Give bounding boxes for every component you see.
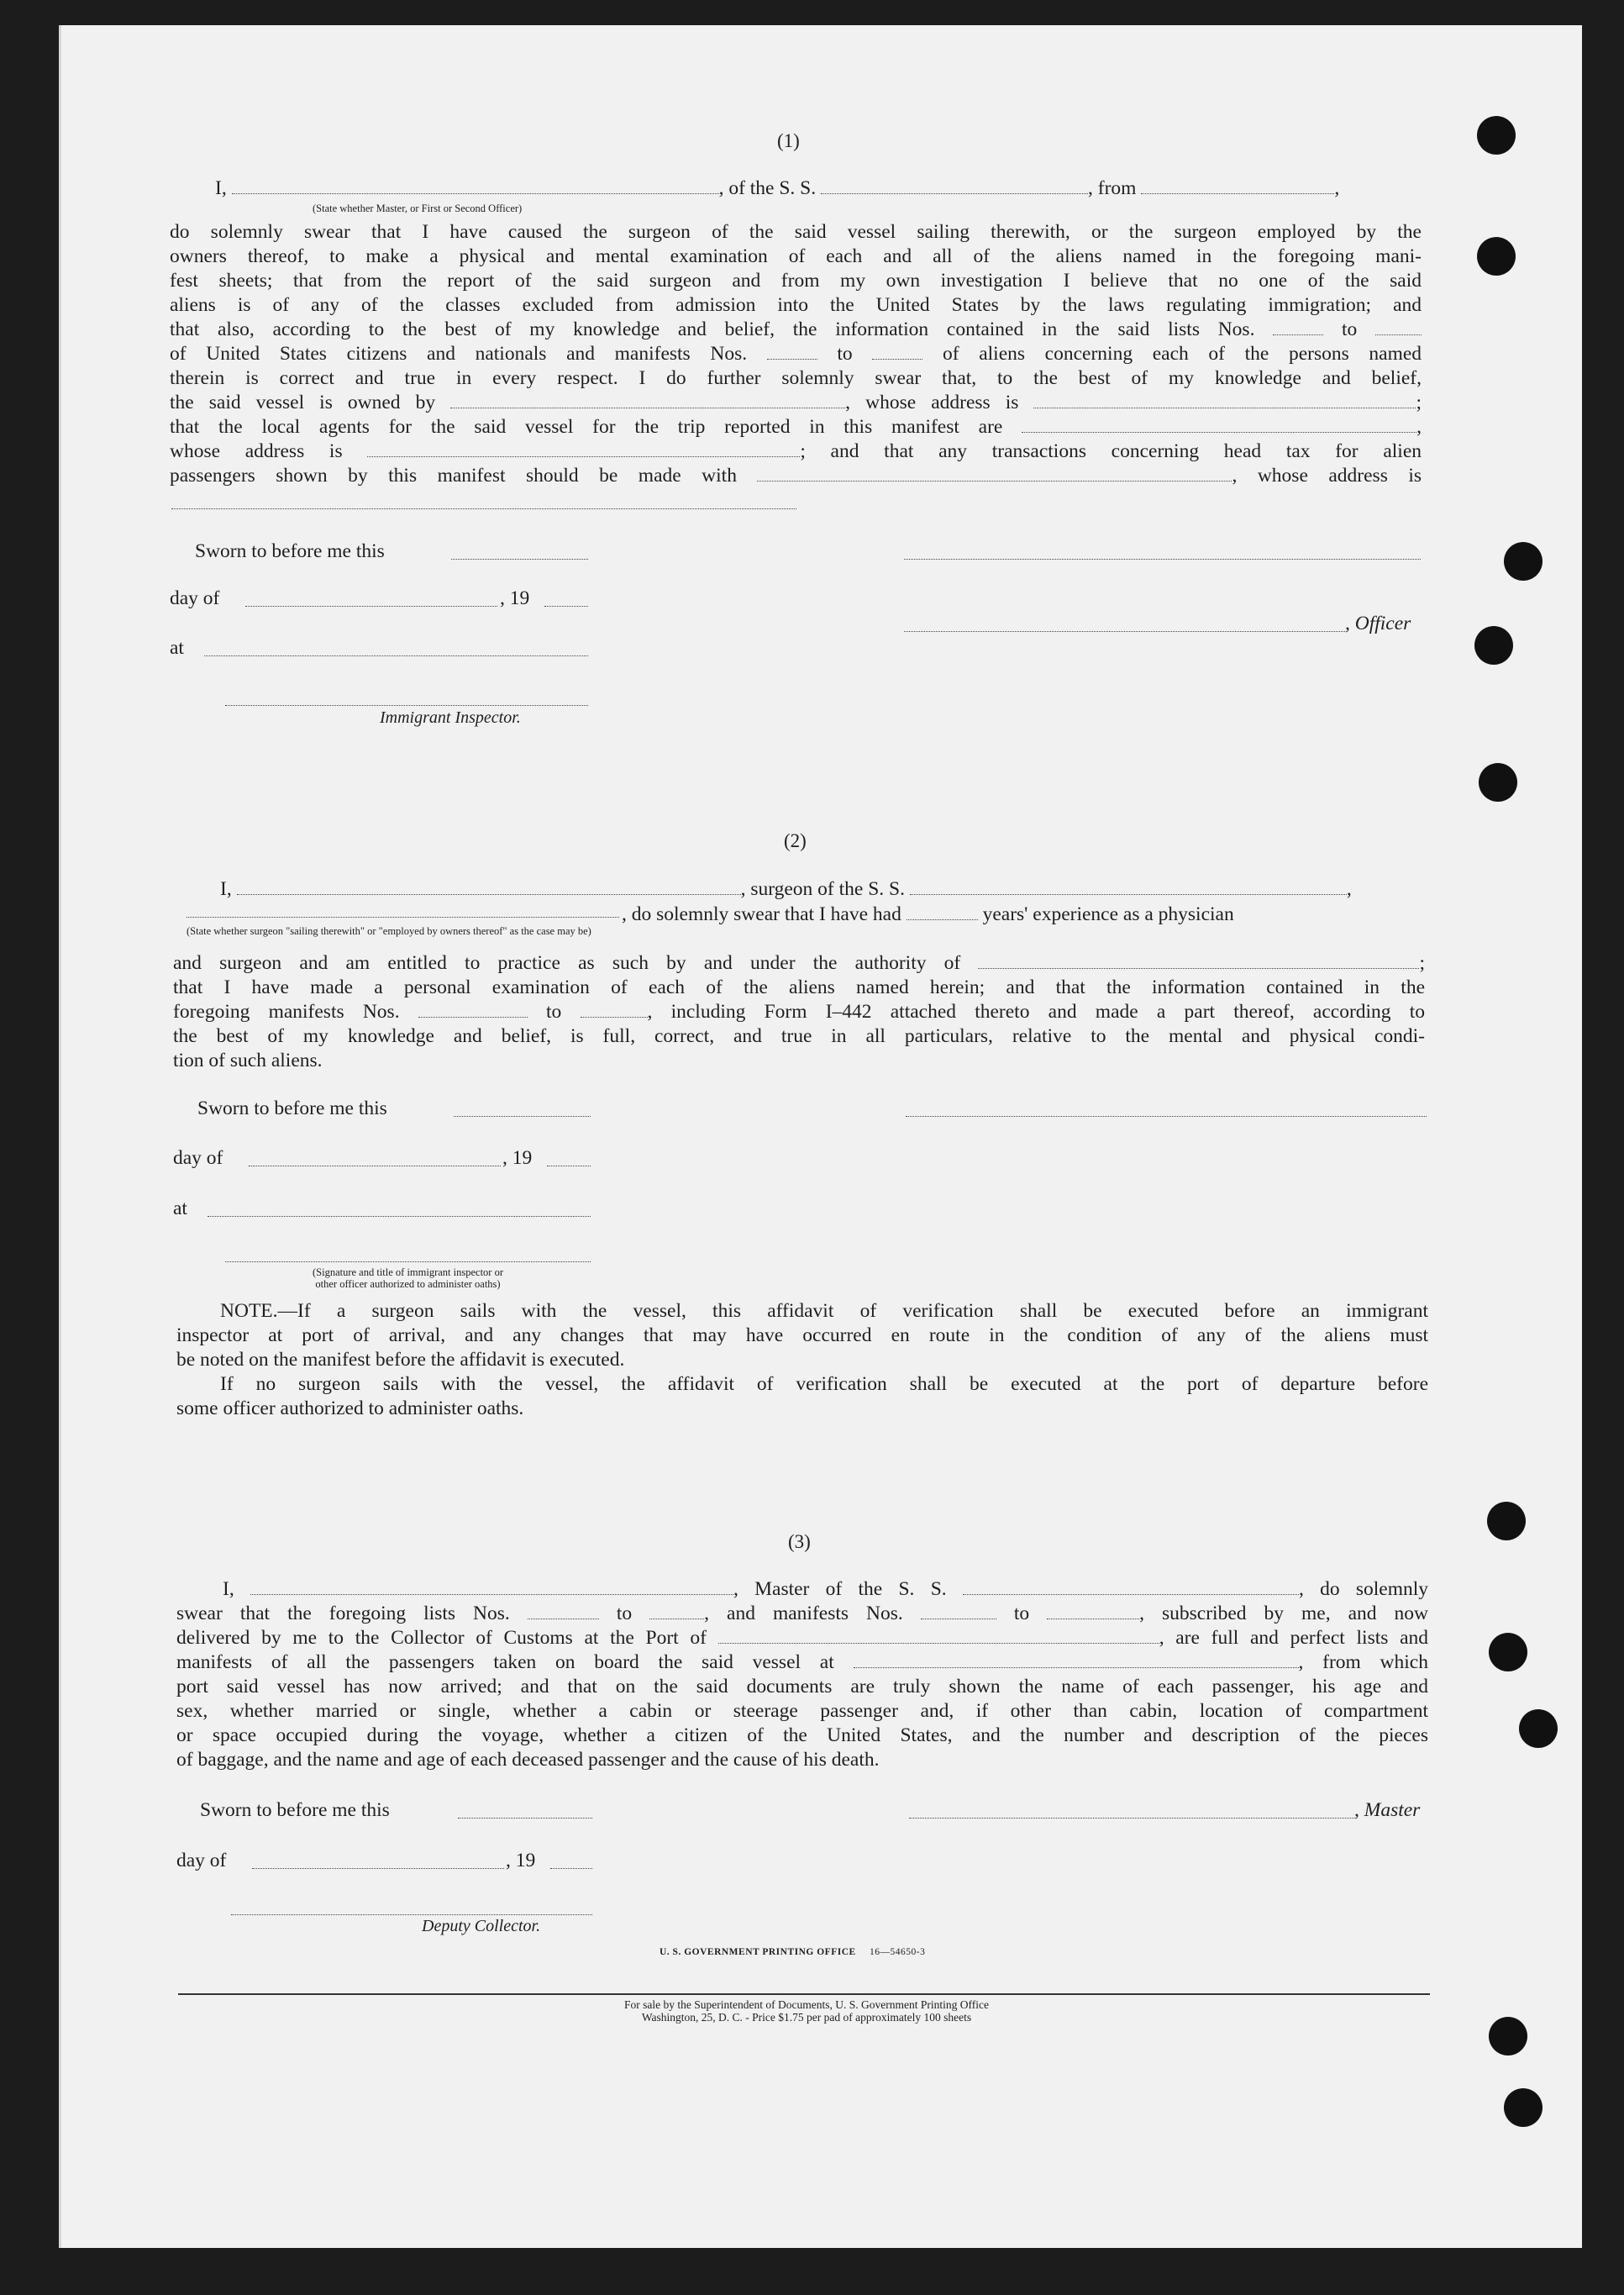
section-2-swear-line: , do solemnly swear that I have had years' experience as a physician xyxy=(622,903,1234,925)
at-place-field-2[interactable] xyxy=(208,1215,591,1217)
oath-line: and surgeon and am entitled to practice as such by and under the authority of ; xyxy=(173,952,1426,974)
oath-line: foregoing manifests Nos. to , including Form I–442 attached thereto and made a part thereof, according to xyxy=(173,1001,1426,1023)
note-line: some officer authorized to administer oaths. xyxy=(176,1398,524,1419)
year-label-3: , 19 xyxy=(506,1850,536,1871)
officer-label: , Officer xyxy=(1345,613,1411,634)
year-field-2[interactable] xyxy=(547,1165,591,1166)
at-label-2: at xyxy=(173,1198,187,1219)
sworn-label-3: Sworn to before me this xyxy=(200,1799,390,1821)
inspector-signature-field-2[interactable] xyxy=(225,1261,591,1262)
manifests-to-field[interactable] xyxy=(872,344,922,360)
sworn-label-2: Sworn to before me this xyxy=(197,1097,387,1119)
oath-line: passengers shown by this manifest should be made with , whose address is xyxy=(170,465,1422,487)
surgeon-capacity-field[interactable] xyxy=(187,916,619,918)
sworn-day-field-2[interactable] xyxy=(454,1115,591,1117)
sworn-day-field-1[interactable] xyxy=(451,558,588,560)
officer-signature-field[interactable] xyxy=(904,558,1421,560)
day-of-label-1: day of xyxy=(170,587,220,609)
section-3-number: (3) xyxy=(788,1531,811,1552)
agents-address-field[interactable] xyxy=(367,441,800,457)
section-1-body xyxy=(170,220,1422,488)
binder-hole-7 xyxy=(1489,1633,1527,1671)
binder-hole-1 xyxy=(1477,116,1516,155)
surgeon-manifests-from-field[interactable] xyxy=(418,1002,528,1018)
local-agents-field[interactable] xyxy=(1022,417,1416,433)
day-of-label-3: day of xyxy=(176,1850,227,1871)
oath-line: of United States citizens and nationals and manifests Nos. to of aliens concerning each of the persons named xyxy=(170,343,1422,365)
embarkation-port-field[interactable] xyxy=(854,1652,1299,1668)
oath-line: that the local agents for the said vessel for the trip reported in this manifest are , xyxy=(170,416,1422,438)
master-vessel-field[interactable] xyxy=(963,1579,1299,1595)
of-ss-label: , of the S. S. xyxy=(718,177,817,199)
year-label-1: , 19 xyxy=(500,587,530,609)
oath-line: tion of such aliens. xyxy=(173,1050,323,1071)
month-field-2[interactable] xyxy=(249,1165,501,1166)
year-field-3[interactable] xyxy=(550,1867,592,1869)
surgeon-manifests-to-field[interactable] xyxy=(581,1002,648,1018)
binder-hole-10 xyxy=(1504,2088,1543,2127)
officer-title-field[interactable] xyxy=(904,630,1345,632)
section-2-body xyxy=(173,951,1425,1073)
head-tax-address-field[interactable] xyxy=(171,508,796,509)
oath-line: fest sheets; that from the report of the said surgeon and from my own investigation I believe that no one of the said xyxy=(170,270,1422,292)
master-manifests-from-field[interactable] xyxy=(921,1603,996,1619)
oath-line: whose address is ; and that any transactions concerning head tax for alien xyxy=(170,440,1422,462)
year-field-1[interactable] xyxy=(544,605,588,607)
oath-line: aliens is of any of the classes excluded from admission into the United States by the laws regulating immigration; and xyxy=(170,294,1422,316)
oath-line: of baggage, and the name and age of each deceased passenger and the cause of his death. xyxy=(176,1749,880,1771)
authority-field[interactable] xyxy=(978,953,1419,969)
sworn-label-1: Sworn to before me this xyxy=(195,540,385,562)
master-lists-to-field[interactable] xyxy=(649,1603,704,1619)
owner-field[interactable] xyxy=(450,392,845,408)
day-of-label-2: day of xyxy=(173,1147,223,1169)
surgeon-capacity-caption: (State whether surgeon "sailing therewith" or "employed by owners thereof" as the case may be) xyxy=(187,925,591,937)
note-line: be noted on the manifest before the affidavit is executed. xyxy=(176,1349,625,1371)
surgeon-name-field[interactable] xyxy=(237,879,741,895)
lists-to-field[interactable] xyxy=(1375,319,1422,335)
oath-line: therein is correct and true in every respect. I do further solemnly swear that, to the best of my knowledge and belief, xyxy=(170,367,1422,389)
note-line: NOTE.—If a surgeon sails with the vessel, this affidavit of verification shall be executed before an immigrant xyxy=(220,1300,1428,1322)
oath-line: the said vessel is owned by , whose address is ; xyxy=(170,392,1422,413)
oath-line: port said vessel has now arrived; and that on the said documents are truly shown the name of each passenger, his age and xyxy=(176,1676,1428,1698)
oath-line: owners thereof, to make a physical and mental examination of each and all of the aliens named in the foregoing mani- xyxy=(170,245,1422,267)
note-line: If no surgeon sails with the vessel, the affidavit of verification shall be executed at the port of departure before xyxy=(220,1373,1428,1395)
binder-hole-8 xyxy=(1519,1709,1558,1748)
deputy-collector-label: Deputy Collector. xyxy=(422,1917,541,1935)
surgeon-signature-field[interactable] xyxy=(906,1115,1427,1117)
oath-line: or space occupied during the voyage, whether a citizen of the United States, and the number and description of the pieces xyxy=(176,1724,1428,1746)
footer-rule xyxy=(178,1993,1430,1995)
oath-line: the best of my knowledge and belief, is full, correct, and true in all particulars, relative to the mental and physical condi- xyxy=(173,1025,1425,1047)
oath-line: swear that the foregoing lists Nos. to , and manifests Nos. to , subscribed by me, and now xyxy=(176,1603,1429,1624)
month-field-1[interactable] xyxy=(245,605,497,607)
oath-line: manifests of all the passengers taken on board the said vessel at , from which xyxy=(176,1651,1428,1673)
oath-line: I, , Master of the S. S. , do solemnly xyxy=(223,1578,1429,1600)
binder-hole-4 xyxy=(1474,626,1513,665)
binder-hole-5 xyxy=(1479,763,1517,802)
years-field[interactable] xyxy=(907,904,978,920)
master-lists-from-field[interactable] xyxy=(528,1603,599,1619)
master-name-field[interactable] xyxy=(250,1579,733,1595)
sale-notice: For sale by the Superintendent of Documents, U. S. Government Printing Office Washington, 25, D. C. - Price $1.75 per pad of approximately 100 sheets xyxy=(624,1998,989,2024)
oath-line: sex, whether married or single, whether a cabin or steerage passenger and, if other than cabin, location of compartment xyxy=(176,1700,1428,1722)
lists-from-field[interactable] xyxy=(1273,319,1323,335)
i-label: I, xyxy=(215,177,227,199)
binder-hole-6 xyxy=(1487,1502,1526,1540)
binder-hole-2 xyxy=(1477,237,1516,276)
sworn-day-field-3[interactable] xyxy=(458,1817,592,1819)
section-2-header-line: I, , surgeon of the S. S. , xyxy=(220,878,1352,900)
binder-hole-3 xyxy=(1504,542,1543,581)
oath-line: that I have made a personal examination of each of the aliens named herein; and that the information contained in the xyxy=(173,976,1425,998)
at-place-field-1[interactable] xyxy=(204,655,588,656)
printing-office-imprint: U. S. GOVERNMENT PRINTING OFFICE xyxy=(660,1947,856,1957)
master-label: , Master xyxy=(1354,1799,1421,1821)
section-2-number: (2) xyxy=(784,830,807,851)
year-label-2: , 19 xyxy=(502,1147,533,1169)
oath-line: do solemnly swear that I have caused the surgeon of the said vessel sailing therewith, or the surgeon employed by the xyxy=(170,221,1422,243)
vessel-name-field[interactable] xyxy=(821,178,1088,194)
oath-line: that also, according to the best of my knowledge and belief, the information contained in the said lists Nos. to xyxy=(170,318,1422,342)
immigrant-inspector-label: Immigrant Inspector. xyxy=(380,708,521,727)
note-line: inspector at port of arrival, and any changes that may have occurred en route in the condition of any of the aliens must xyxy=(176,1324,1428,1346)
manifests-from-field[interactable] xyxy=(767,344,817,360)
head-tax-party-field[interactable] xyxy=(757,466,1232,482)
binder-hole-9 xyxy=(1489,2017,1527,2055)
officer-rank-field[interactable] xyxy=(232,178,719,194)
oath-line: delivered by me to the Collector of Customs at the Port of , are full and perfect lists and xyxy=(176,1627,1429,1649)
from-label: , from xyxy=(1088,177,1137,199)
at-label-1: at xyxy=(170,637,184,659)
section-1-number: (1) xyxy=(777,130,800,151)
owner-address-field[interactable] xyxy=(1033,392,1416,408)
signature-caption: (Signature and title of immigrant inspector or other officer authorized to administer oaths) xyxy=(312,1266,504,1290)
master-signature-field[interactable] xyxy=(909,1817,1354,1819)
surgeon-vessel-field[interactable] xyxy=(910,879,1347,895)
section-3-body xyxy=(176,1577,1428,1772)
from-port-field[interactable] xyxy=(1141,178,1334,194)
officer-rank-caption: (State whether Master, or First or Second Officer) xyxy=(313,203,523,214)
master-manifests-to-field[interactable] xyxy=(1047,1603,1139,1619)
form-code: 16—54650-3 xyxy=(870,1947,926,1957)
collector-port-field[interactable] xyxy=(718,1628,1159,1644)
section-1-header-line: I, , of the S. S. , from , xyxy=(215,177,1340,199)
month-field-3[interactable] xyxy=(252,1867,504,1869)
note-block xyxy=(176,1299,1428,1421)
